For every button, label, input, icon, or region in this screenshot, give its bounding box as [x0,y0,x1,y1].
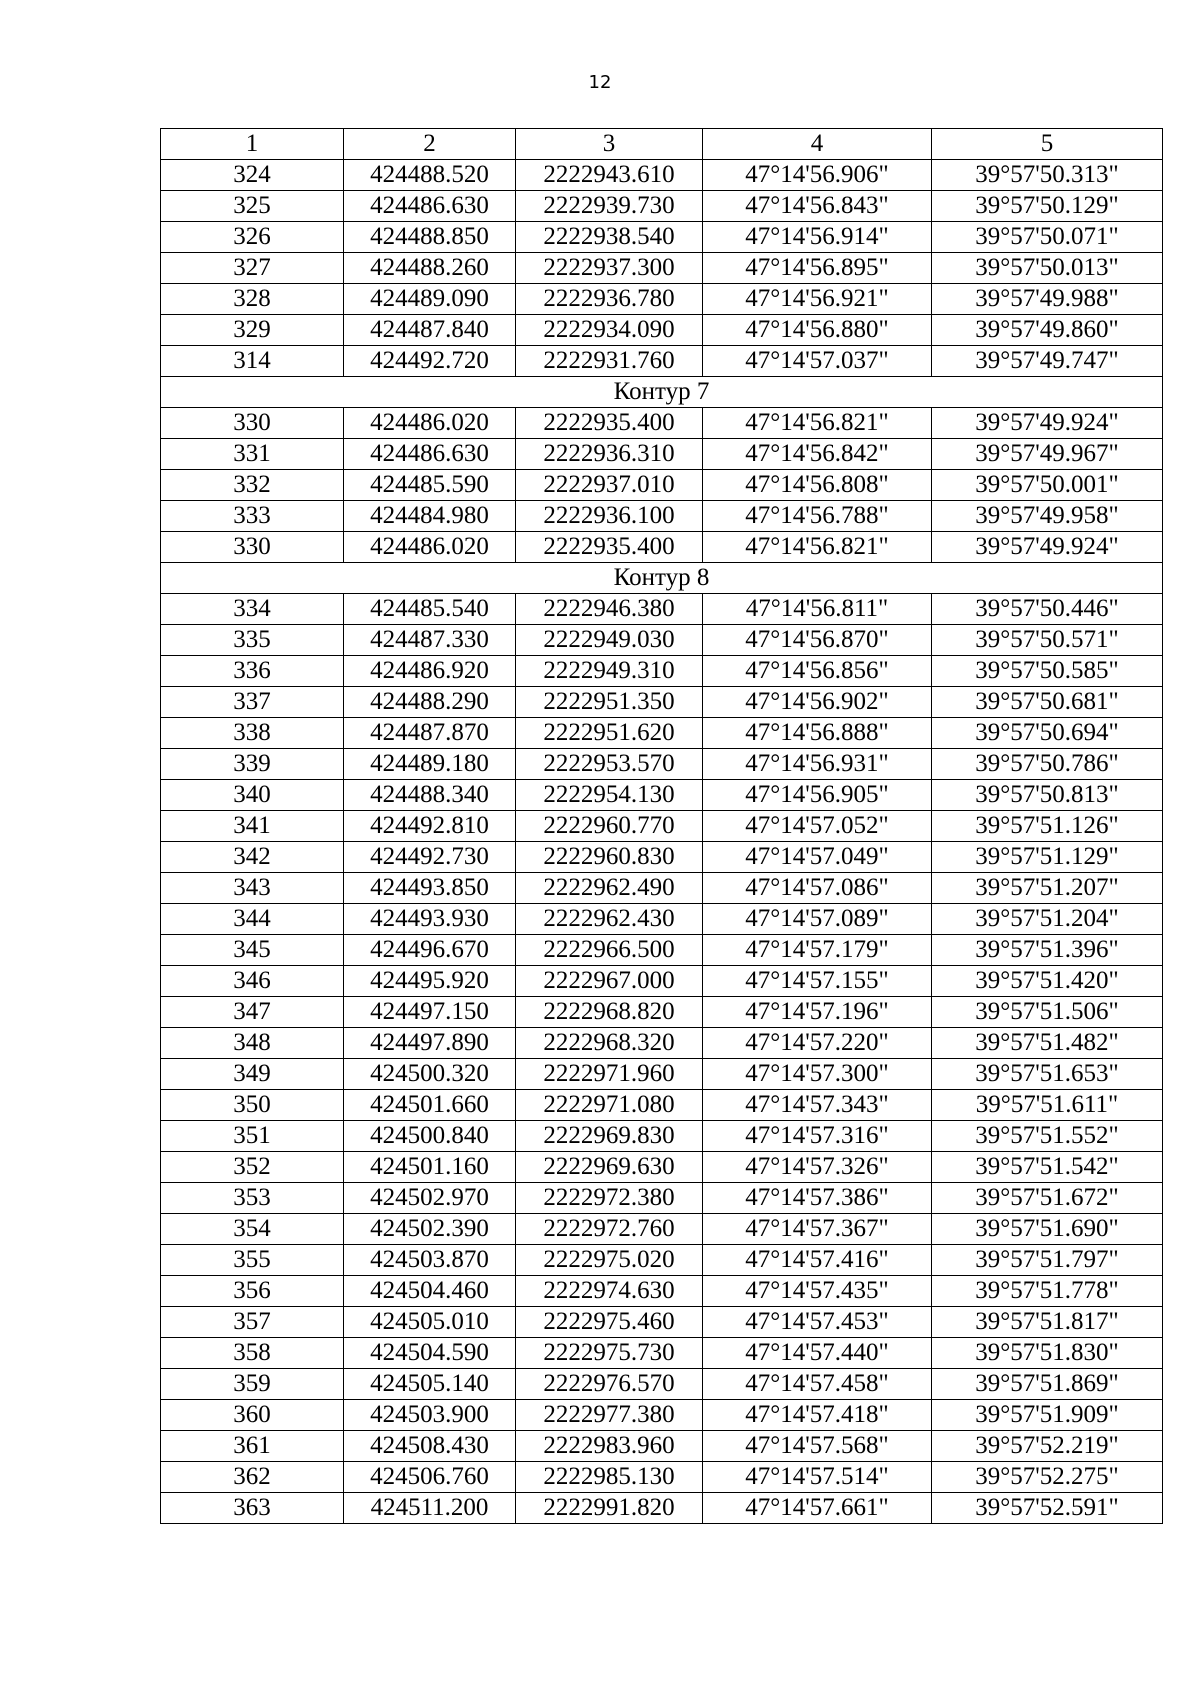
table-row [161,284,1163,315]
header-cell: 5 [932,129,1163,160]
table-cell: 424488.520 [344,160,516,191]
table-cell: 47°14'57.514" [703,1462,932,1493]
table-cell: 47°14'57.326" [703,1152,932,1183]
table-cell: 2222943.610 [516,160,703,191]
table-cell: 351 [161,1121,344,1152]
table-cell: 2222972.760 [516,1214,703,1245]
table-cell: 39°57'49.988" [932,284,1163,315]
table-row [161,1090,1163,1121]
table-cell: 332 [161,470,344,501]
table-cell: 47°14'56.808" [703,470,932,501]
table-cell: 424505.140 [344,1369,516,1400]
table-cell: 39°57'51.506" [932,997,1163,1028]
table-cell: 424505.010 [344,1307,516,1338]
table-row [161,811,1163,842]
table-cell: 47°14'57.179" [703,935,932,966]
table-cell: 2222968.320 [516,1028,703,1059]
table-cell: 39°57'50.129" [932,191,1163,222]
table-cell: 341 [161,811,344,842]
table-row [161,253,1163,284]
table-cell: 334 [161,594,344,625]
table-cell: 2222972.380 [516,1183,703,1214]
table-cell: 424485.590 [344,470,516,501]
table-cell: 2222938.540 [516,222,703,253]
table-cell: 2222949.030 [516,625,703,656]
table-cell: 39°57'51.690" [932,1214,1163,1245]
table-cell: 2222974.630 [516,1276,703,1307]
table-cell: 39°57'50.694" [932,718,1163,749]
table-cell: 2222949.310 [516,656,703,687]
table-row [161,470,1163,501]
table-cell: 424497.890 [344,1028,516,1059]
table-row [161,625,1163,656]
table-row [161,1462,1163,1493]
table-cell: 2222971.960 [516,1059,703,1090]
table-row [161,997,1163,1028]
table-row [161,1152,1163,1183]
table-cell: 354 [161,1214,344,1245]
table-row [161,749,1163,780]
table-cell: 2222937.010 [516,470,703,501]
table-cell: 39°57'50.786" [932,749,1163,780]
table-cell: 47°14'56.895" [703,253,932,284]
table-cell: 337 [161,687,344,718]
table-cell: 39°57'51.552" [932,1121,1163,1152]
table-cell: 47°14'57.052" [703,811,932,842]
table-cell: 47°14'57.435" [703,1276,932,1307]
table-cell: 424488.850 [344,222,516,253]
table-row [161,656,1163,687]
table-cell: 2222975.730 [516,1338,703,1369]
table-row [161,1245,1163,1276]
table-cell: 355 [161,1245,344,1276]
table-cell: 47°14'57.367" [703,1214,932,1245]
header-cell: 1 [161,129,344,160]
table-cell: 47°14'57.049" [703,842,932,873]
table-cell: 2222966.500 [516,935,703,966]
table-cell: 330 [161,408,344,439]
table-row [161,904,1163,935]
table-cell: 345 [161,935,344,966]
table-cell: 47°14'56.811" [703,594,932,625]
table-cell: 424487.870 [344,718,516,749]
table-cell: 39°57'51.129" [932,842,1163,873]
table-row [161,346,1163,377]
table-cell: 424492.730 [344,842,516,873]
table-cell: 348 [161,1028,344,1059]
table-cell: 47°14'57.661" [703,1493,932,1524]
table-cell: 47°14'56.914" [703,222,932,253]
table-cell: 2222946.380 [516,594,703,625]
table-cell: 349 [161,1059,344,1090]
table-row [161,315,1163,346]
table-cell: 424486.920 [344,656,516,687]
table-row [161,873,1163,904]
table-cell: 357 [161,1307,344,1338]
table-cell: 424503.870 [344,1245,516,1276]
table-cell: 363 [161,1493,344,1524]
table-cell: 2222976.570 [516,1369,703,1400]
table-row [161,1338,1163,1369]
table-cell: 346 [161,966,344,997]
header-cell: 3 [516,129,703,160]
table-cell: 2222935.400 [516,532,703,563]
table-cell: 47°14'56.906" [703,160,932,191]
table-cell: 39°57'51.126" [932,811,1163,842]
table-cell: 2222985.130 [516,1462,703,1493]
table-cell: 325 [161,191,344,222]
table-cell: 47°14'56.902" [703,687,932,718]
table-cell: 360 [161,1400,344,1431]
table-cell: 424496.670 [344,935,516,966]
page-number: 12 [588,72,612,93]
table-cell: 339 [161,749,344,780]
table-cell: 39°57'52.219" [932,1431,1163,1462]
table-cell: 47°14'56.870" [703,625,932,656]
table-cell: 328 [161,284,344,315]
table-cell: 39°57'49.924" [932,532,1163,563]
table-cell: 424488.290 [344,687,516,718]
table-cell: 2222969.830 [516,1121,703,1152]
table-row [161,1121,1163,1152]
table-cell: 47°14'56.880" [703,315,932,346]
table-cell: 326 [161,222,344,253]
table-cell: 2222967.000 [516,966,703,997]
table-cell: 424492.720 [344,346,516,377]
table-cell: 2222977.380 [516,1400,703,1431]
table-row [161,532,1163,563]
table-cell: 2222971.080 [516,1090,703,1121]
table-cell: 39°57'51.611" [932,1090,1163,1121]
table-cell: 424489.090 [344,284,516,315]
section-header-row [161,563,1163,594]
table-cell: 424493.850 [344,873,516,904]
table-cell: 39°57'51.817" [932,1307,1163,1338]
table-cell: 424501.660 [344,1090,516,1121]
table-cell: 47°14'56.888" [703,718,932,749]
table-cell: 327 [161,253,344,284]
table-cell: 39°57'51.207" [932,873,1163,904]
table-cell: 424487.330 [344,625,516,656]
table-cell: 424504.460 [344,1276,516,1307]
table-cell: 47°14'57.568" [703,1431,932,1462]
table-cell: 39°57'51.672" [932,1183,1163,1214]
table-header-row [161,129,1163,160]
table-cell: 2222936.780 [516,284,703,315]
table-cell: 47°14'56.821" [703,532,932,563]
table-cell: 39°57'50.071" [932,222,1163,253]
table-cell: 47°14'57.418" [703,1400,932,1431]
table-cell: 2222960.770 [516,811,703,842]
table-cell: 47°14'56.788" [703,501,932,532]
table-cell: 424500.840 [344,1121,516,1152]
table-cell: 47°14'57.458" [703,1369,932,1400]
contour-label: Контур 8 [161,563,1163,594]
table-cell: 2222975.460 [516,1307,703,1338]
table-cell: 340 [161,780,344,811]
contour-label: Контур 7 [161,377,1163,408]
table-cell: 2222975.020 [516,1245,703,1276]
table-cell: 47°14'56.842" [703,439,932,470]
table-row [161,1431,1163,1462]
table-cell: 331 [161,439,344,470]
table-row [161,501,1163,532]
table-cell: 329 [161,315,344,346]
table-cell: 424488.340 [344,780,516,811]
table-row [161,1400,1163,1431]
table-cell: 424501.160 [344,1152,516,1183]
table-cell: 324 [161,160,344,191]
table-row [161,1183,1163,1214]
table-cell: 333 [161,501,344,532]
table-cell: 343 [161,873,344,904]
table-row [161,1369,1163,1400]
table-cell: 424502.970 [344,1183,516,1214]
table-cell: 424486.630 [344,439,516,470]
table-cell: 47°14'56.843" [703,191,932,222]
table-cell: 39°57'50.585" [932,656,1163,687]
table-cell: 424504.590 [344,1338,516,1369]
table-cell: 424489.180 [344,749,516,780]
table-cell: 39°57'51.909" [932,1400,1163,1431]
table-cell: 342 [161,842,344,873]
table-cell: 39°57'51.797" [932,1245,1163,1276]
section-header-row [161,377,1163,408]
table-row [161,718,1163,749]
table-row [161,1493,1163,1524]
table-cell: 350 [161,1090,344,1121]
header-cell: 2 [344,129,516,160]
table-cell: 47°14'57.155" [703,966,932,997]
table-cell: 47°14'57.316" [703,1121,932,1152]
table-cell: 2222953.570 [516,749,703,780]
table-cell: 356 [161,1276,344,1307]
table-cell: 353 [161,1183,344,1214]
table-row [161,408,1163,439]
table-cell: 39°57'52.275" [932,1462,1163,1493]
table-cell: 39°57'50.571" [932,625,1163,656]
table-cell: 424495.920 [344,966,516,997]
table-cell: 39°57'50.313" [932,160,1163,191]
table-cell: 47°14'57.440" [703,1338,932,1369]
table-row [161,1059,1163,1090]
table-cell: 47°14'57.343" [703,1090,932,1121]
table-cell: 2222962.490 [516,873,703,904]
table-cell: 47°14'56.905" [703,780,932,811]
table-cell: 2222954.130 [516,780,703,811]
table-cell: 2222936.310 [516,439,703,470]
table-cell: 47°14'57.037" [703,346,932,377]
table-cell: 359 [161,1369,344,1400]
table-row [161,594,1163,625]
table-cell: 338 [161,718,344,749]
table-cell: 362 [161,1462,344,1493]
table-row [161,160,1163,191]
table-row [161,222,1163,253]
table-cell: 424500.320 [344,1059,516,1090]
coordinates-table [160,128,1163,1524]
table-cell: 39°57'49.860" [932,315,1163,346]
table-cell: 47°14'57.386" [703,1183,932,1214]
table-cell: 39°57'50.813" [932,780,1163,811]
table-cell: 47°14'57.086" [703,873,932,904]
table-cell: 47°14'56.921" [703,284,932,315]
table-row [161,439,1163,470]
table-cell: 424486.020 [344,408,516,439]
table-cell: 2222983.960 [516,1431,703,1462]
table-cell: 47°14'57.089" [703,904,932,935]
table-cell: 424487.840 [344,315,516,346]
table-cell: 424506.760 [344,1462,516,1493]
table-cell: 39°57'49.967" [932,439,1163,470]
table-cell: 344 [161,904,344,935]
table-cell: 2222951.350 [516,687,703,718]
table-cell: 47°14'56.821" [703,408,932,439]
table-row [161,842,1163,873]
table-cell: 39°57'51.869" [932,1369,1163,1400]
table-cell: 361 [161,1431,344,1462]
table-cell: 39°57'51.653" [932,1059,1163,1090]
table-cell: 2222991.820 [516,1493,703,1524]
table-cell: 2222939.730 [516,191,703,222]
table-cell: 2222960.830 [516,842,703,873]
table-cell: 39°57'51.778" [932,1276,1163,1307]
table-cell: 47°14'57.220" [703,1028,932,1059]
table-cell: 39°57'49.747" [932,346,1163,377]
table-cell: 39°57'51.482" [932,1028,1163,1059]
table-cell: 47°14'56.931" [703,749,932,780]
table-cell: 39°57'51.396" [932,935,1163,966]
table-row [161,1028,1163,1059]
table-row [161,687,1163,718]
table-row [161,1214,1163,1245]
table-cell: 2222969.630 [516,1152,703,1183]
table-cell: 352 [161,1152,344,1183]
table-cell: 424503.900 [344,1400,516,1431]
table-cell: 39°57'50.681" [932,687,1163,718]
table-cell: 424485.540 [344,594,516,625]
table-row [161,935,1163,966]
table-cell: 347 [161,997,344,1028]
table-cell: 2222962.430 [516,904,703,935]
table-cell: 39°57'49.924" [932,408,1163,439]
table-cell: 47°14'57.453" [703,1307,932,1338]
table-cell: 336 [161,656,344,687]
table-cell: 330 [161,532,344,563]
table-cell: 2222936.100 [516,501,703,532]
table-cell: 2222937.300 [516,253,703,284]
table-cell: 39°57'50.446" [932,594,1163,625]
table-row [161,1276,1163,1307]
table-cell: 335 [161,625,344,656]
table-cell: 358 [161,1338,344,1369]
table-cell: 2222935.400 [516,408,703,439]
table-cell: 39°57'51.830" [932,1338,1163,1369]
table-cell: 424502.390 [344,1214,516,1245]
table-cell: 424486.020 [344,532,516,563]
table-cell: 39°57'51.542" [932,1152,1163,1183]
table-cell: 424493.930 [344,904,516,935]
table-cell: 424484.980 [344,501,516,532]
table-cell: 39°57'50.013" [932,253,1163,284]
table-row [161,966,1163,997]
table-cell: 47°14'57.300" [703,1059,932,1090]
table-cell: 47°14'56.856" [703,656,932,687]
table-row [161,191,1163,222]
table-cell: 39°57'51.420" [932,966,1163,997]
header-cell: 4 [703,129,932,160]
table-cell: 2222968.820 [516,997,703,1028]
table-cell: 39°57'50.001" [932,470,1163,501]
table-cell: 424497.150 [344,997,516,1028]
table-cell: 424486.630 [344,191,516,222]
table-cell: 2222951.620 [516,718,703,749]
table-cell: 424508.430 [344,1431,516,1462]
table-cell: 39°57'51.204" [932,904,1163,935]
table-row [161,780,1163,811]
table-cell: 424511.200 [344,1493,516,1524]
table-cell: 424492.810 [344,811,516,842]
table-cell: 2222934.090 [516,315,703,346]
table-cell: 39°57'49.958" [932,501,1163,532]
table-cell: 314 [161,346,344,377]
table-cell: 424488.260 [344,253,516,284]
table-cell: 2222931.760 [516,346,703,377]
table-row [161,1307,1163,1338]
table-cell: 47°14'57.196" [703,997,932,1028]
table-cell: 39°57'52.591" [932,1493,1163,1524]
table-cell: 47°14'57.416" [703,1245,932,1276]
table-body [161,160,1163,1524]
